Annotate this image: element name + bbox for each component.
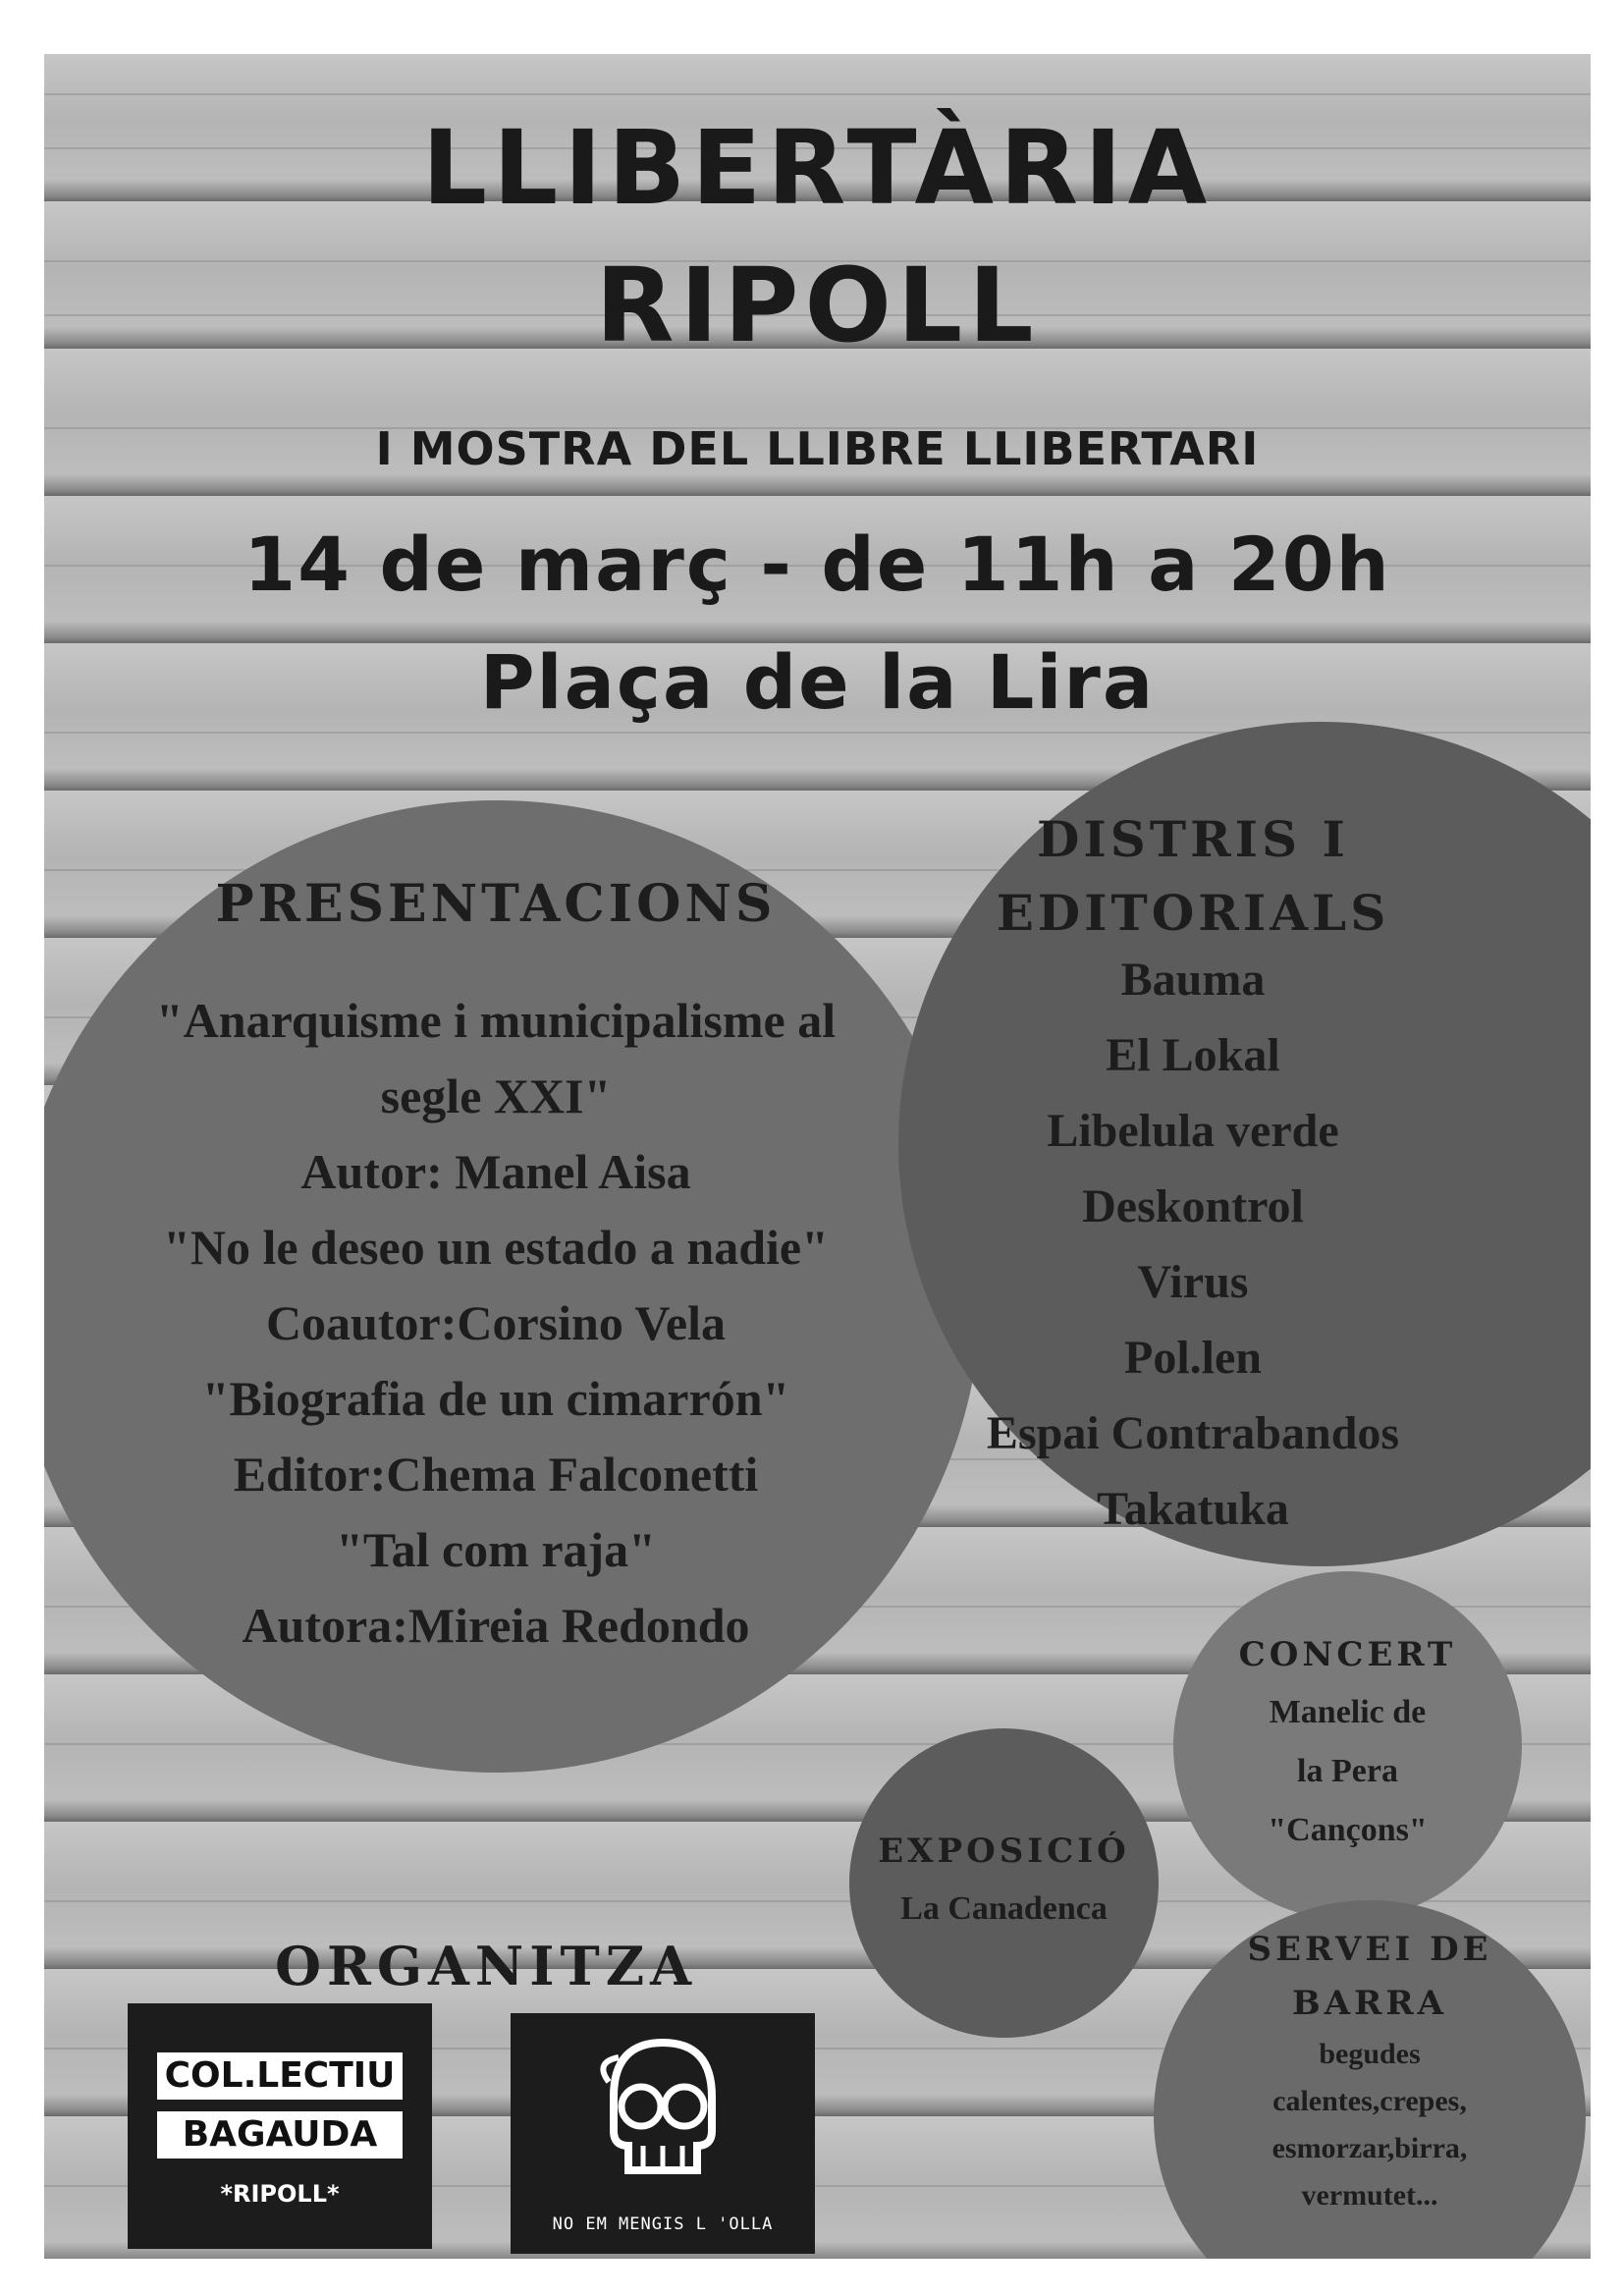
- bagauda-logo-line: *RIPOLL*: [220, 2180, 340, 2208]
- concert-line: la Pera: [1297, 1753, 1398, 1789]
- servei-line: esmorzar,birra,: [1271, 2132, 1468, 2164]
- distri-item: Libelula verde: [1047, 1105, 1339, 1157]
- presentacion-line: Autor: Manel Aisa: [300, 1144, 691, 1199]
- organitza-heading: ORGANITZA: [275, 1935, 698, 1997]
- distri-item: Espai Contrabandos: [986, 1407, 1400, 1459]
- concert-line: Manelic de: [1269, 1694, 1427, 1730]
- poster: [44, 54, 1591, 2259]
- distri-item: Bauma: [1120, 954, 1266, 1006]
- event-date: 14 de març - de 11h a 20h: [243, 520, 1391, 608]
- bagauda-logo: [128, 2003, 432, 2249]
- presentacion-line: Editor:Chema Falconetti: [233, 1447, 759, 1502]
- main-title: LLIBERTÀRIA: [421, 108, 1214, 228]
- servei-line: begudes: [1319, 2038, 1421, 2070]
- distri-item: Deskontrol: [1082, 1180, 1304, 1232]
- exposicio-heading: EXPOSICIÓ: [878, 1831, 1130, 1871]
- servei-heading: SERVEI DE: [1247, 1930, 1492, 1969]
- exposicio-text: La Canadenca: [900, 1890, 1108, 1927]
- distri-item: Pol.len: [1124, 1332, 1262, 1384]
- servei-heading-2: BARRA: [1291, 1984, 1447, 2023]
- presentacion-line: segle XXI": [380, 1068, 612, 1123]
- event-place: Plaça de la Lira: [479, 638, 1156, 726]
- no-em-mengis-caption: NO EM MENGIS L 'OLLA: [552, 2214, 774, 2234]
- presentacion-line: "Biografia de un cimarrón": [201, 1371, 790, 1426]
- distri-item: Takatuka: [1097, 1483, 1289, 1535]
- presentacions-heading: PRESENTACIONS: [215, 874, 777, 934]
- presentacion-line: "Tal com raja": [336, 1522, 656, 1577]
- distri-item: El Lokal: [1106, 1029, 1280, 1081]
- concert-line: "Cançons": [1268, 1812, 1428, 1848]
- bagauda-logo-line: BAGAUDA: [157, 2111, 403, 2159]
- bagauda-logo-line: COL.LECTIU: [157, 2052, 403, 2100]
- servei-line: vermutet...: [1301, 2179, 1438, 2212]
- presentacion-line: Coautor:Corsino Vela: [265, 1295, 727, 1350]
- distri-item: Virus: [1137, 1256, 1249, 1308]
- servei-circle: [1154, 1900, 1586, 2259]
- presentacion-line: "No le deseo un estado a nadie": [163, 1220, 829, 1275]
- distris-heading: DISTRIS I: [1037, 810, 1349, 868]
- no-em-mengis-logo: [511, 2013, 815, 2254]
- presentacion-line: "Anarquisme i municipalisme al: [155, 993, 837, 1048]
- concert-circle: [1173, 1571, 1522, 1920]
- skull-icon: [574, 2028, 751, 2195]
- distris-heading-2: EDITORIALS: [996, 884, 1390, 942]
- servei-line: calentes,crepes,: [1272, 2085, 1467, 2117]
- presentacion-line: Autora:Mireia Redondo: [242, 1598, 750, 1653]
- distris-circle: [898, 722, 1591, 1566]
- subtitle: I MOSTRA DEL LLIBRE LLIBERTARI: [375, 422, 1260, 475]
- main-title-ripoll: RIPOLL: [595, 246, 1040, 365]
- exposicio-circle: [849, 1728, 1159, 2038]
- concert-heading: CONCERT: [1238, 1635, 1457, 1674]
